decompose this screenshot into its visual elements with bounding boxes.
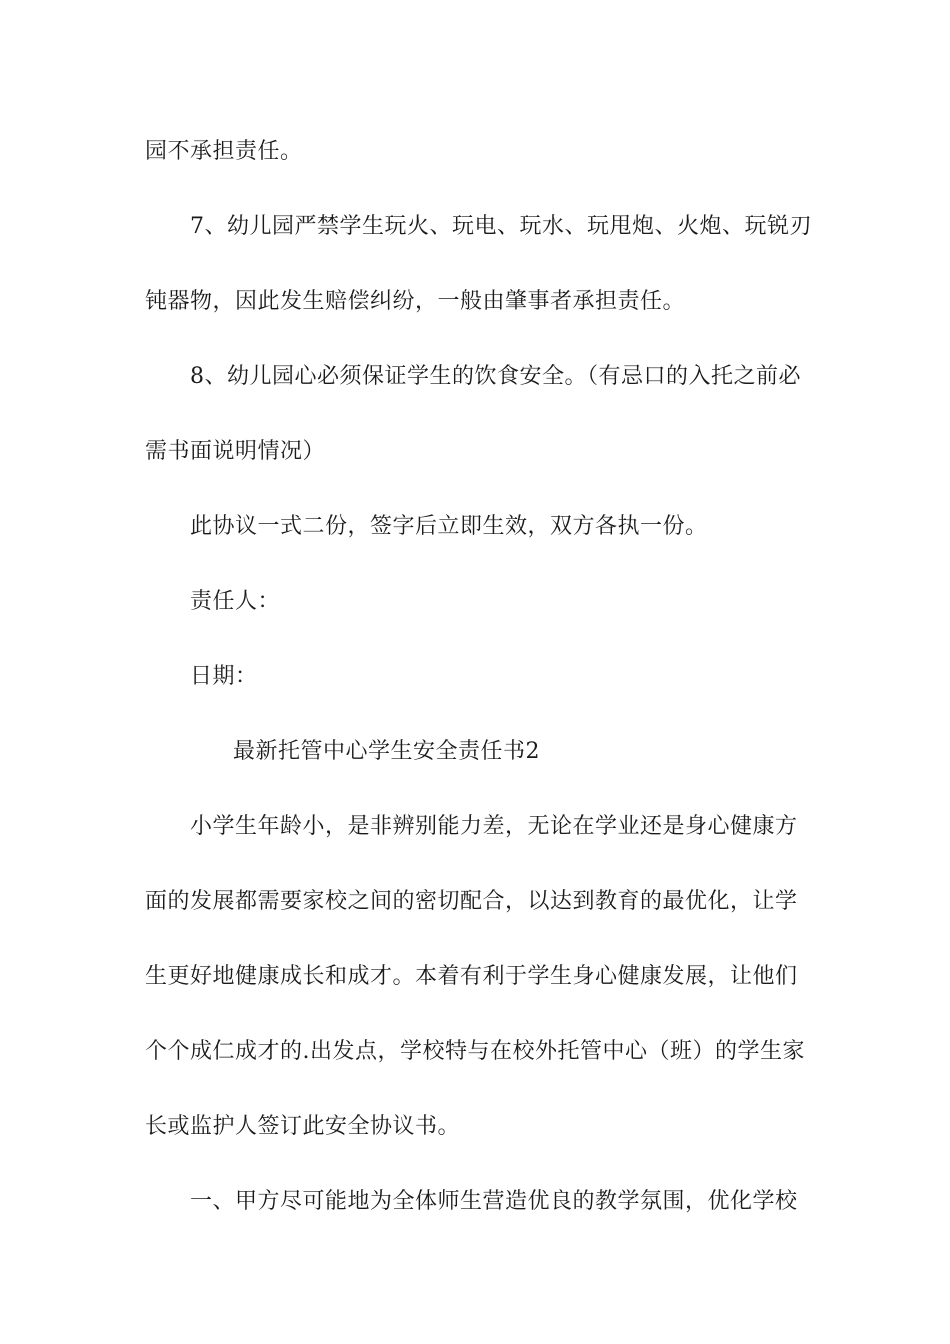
paragraph-line: 长或监护人签订此安全协议书。 [145, 1114, 461, 1139]
paragraph-line: 个个成仁成才的.出发点，学校特与在校外托管中心（班）的学生家 [145, 1039, 805, 1064]
paragraph-line: 此协议一式二份，签字后立即生效，双方各执一份。 [190, 514, 708, 539]
paragraph-line: 小学生年龄小，是非辨别能力差，无论在学业还是身心健康方 [190, 814, 798, 839]
paragraph-line: 生更好地健康成长和成才。本着有利于学生身心健康发展，让他们 [145, 964, 798, 989]
paragraph-line: 面的发展都需要家校之间的密切配合，以达到教育的最优化，让学 [145, 889, 798, 914]
paragraph-line: 园不承担责任。 [145, 139, 303, 164]
paragraph-line: 需书面说明情况） [145, 439, 326, 464]
paragraph-line: 钝器物，因此发生赔偿纠纷，一般由肇事者承担责任。 [145, 289, 686, 314]
section-title: 最新托管中心学生安全责任书2 [233, 739, 540, 764]
paragraph-line: 一、甲方尽可能地为全体师生营造优良的教学氛围，优化学校 [190, 1189, 798, 1214]
paragraph-line: 7、幼儿园严禁学生玩火、玩电、玩水、玩甩炮、火炮、玩锐刃 [190, 214, 812, 239]
responsible-person-label: 责任人： [190, 589, 281, 614]
paragraph-line: 8、幼儿园心必须保证学生的饮食安全。（有忌口的入托之前必 [190, 364, 801, 389]
date-label: 日期： [190, 664, 258, 689]
